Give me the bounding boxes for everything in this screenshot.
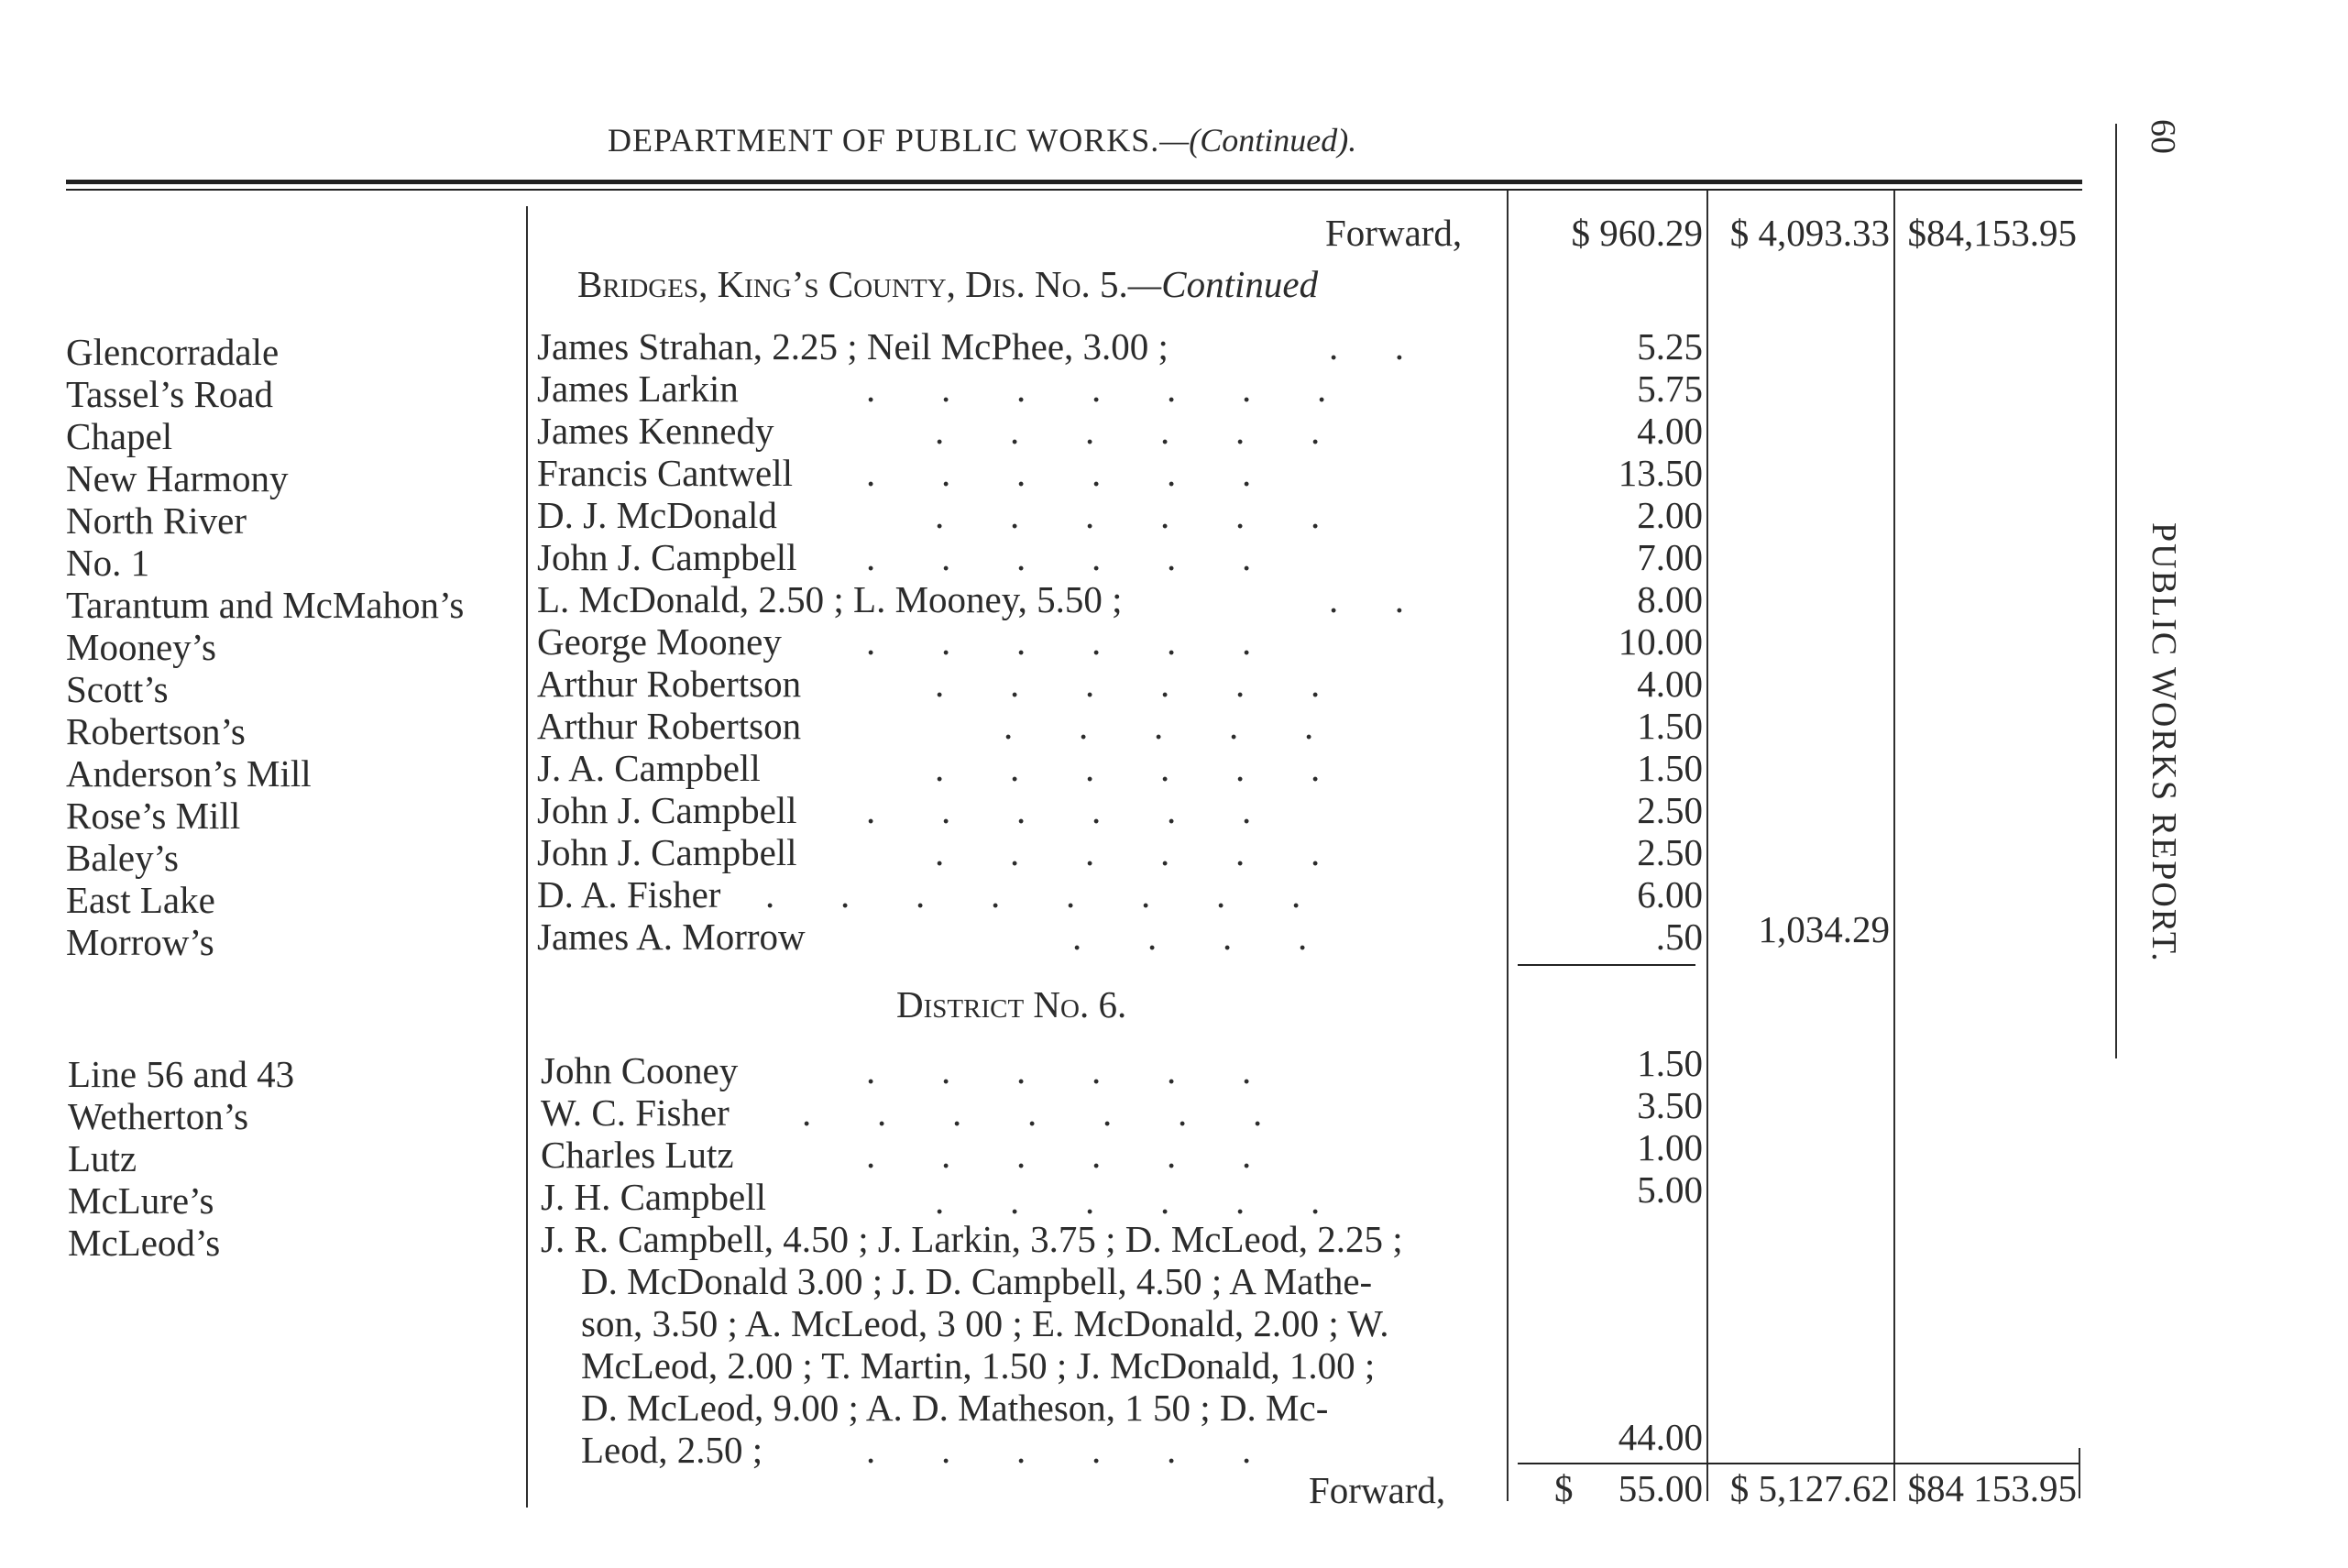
place-name: McLure’s bbox=[68, 1179, 214, 1222]
leader-dots: . . bbox=[1329, 578, 1404, 620]
forward-col1-bottom: 55.00 bbox=[1618, 1467, 1703, 1509]
leader-dots: . . . . . . bbox=[866, 620, 1252, 663]
amount: 1.50 bbox=[1637, 705, 1703, 747]
place-name: Chapel bbox=[66, 415, 173, 457]
amount: 1.00 bbox=[1637, 1126, 1703, 1168]
place-name: No. 1 bbox=[66, 542, 150, 584]
payee-name: J. H. Campbell bbox=[541, 1176, 766, 1218]
amount: 44.00 bbox=[1618, 1416, 1703, 1458]
amount: 3.50 bbox=[1637, 1084, 1703, 1126]
payee-name: J. A. Campbell bbox=[537, 747, 761, 789]
forward-label-top: Forward, bbox=[1325, 212, 1463, 254]
side-margin-rule bbox=[2115, 124, 2117, 1058]
header-rule-thick bbox=[66, 180, 2082, 184]
header-title: DEPARTMENT OF PUBLIC WORKS. bbox=[608, 122, 1160, 159]
mcleod-payee-line: D. McLeod, 9.00 ; A. D. Matheson, 1 50 ; D. Mc- bbox=[581, 1387, 1329, 1429]
amount: 7.00 bbox=[1637, 536, 1703, 578]
leader-dots: . . . . . . . bbox=[802, 1091, 1263, 1134]
amount: .50 bbox=[1655, 916, 1703, 958]
forward-col2-bottom: $ 5,127.62 bbox=[1729, 1467, 1890, 1509]
leader-dots: . . . . bbox=[1072, 916, 1308, 958]
place-name: Lutz bbox=[68, 1137, 137, 1179]
section2-heading: District No. 6. bbox=[896, 983, 1127, 1025]
header-continued: —(Continued). bbox=[1159, 122, 1357, 159]
leader-dots: . . . . . . bbox=[866, 1134, 1252, 1176]
leader-dots: . . . . . . bbox=[866, 789, 1252, 831]
amount: 2.50 bbox=[1637, 831, 1703, 873]
place-name: Line 56 and 43 bbox=[68, 1053, 295, 1095]
payee-name: D. J. McDonald bbox=[537, 494, 777, 536]
leader-dots: . . bbox=[1329, 325, 1404, 367]
forward-col1-top: $ 960.29 bbox=[1571, 212, 1703, 254]
amount: 5.25 bbox=[1637, 325, 1703, 367]
payee-name: John Cooney bbox=[541, 1049, 739, 1091]
section1-heading: Bridges, King’s County, Dis. No. 5.—Continued bbox=[577, 263, 1319, 305]
forward-col3-top: $84,153.95 bbox=[1907, 212, 2077, 254]
page-number: 60 bbox=[2144, 119, 2182, 154]
place-name: Glencorradale bbox=[66, 331, 280, 373]
amount: 4.00 bbox=[1637, 410, 1703, 452]
amount: 5.75 bbox=[1637, 367, 1703, 410]
payee-name: D. A. Fisher bbox=[537, 873, 721, 916]
total-rule bbox=[1518, 1463, 2079, 1464]
amount: 2.50 bbox=[1637, 789, 1703, 831]
place-name: Wetherton’s bbox=[68, 1095, 249, 1137]
payee-name: James Kennedy bbox=[537, 410, 774, 452]
place-name: New Harmony bbox=[66, 457, 289, 499]
leader-dots: . . . . . . bbox=[866, 452, 1252, 494]
forward-col1-symbol: $ bbox=[1554, 1467, 1574, 1509]
mcleod-payee-line: D. McDonald 3.00 ; J. D. Campbell, 4.50 ; A Mathe- bbox=[581, 1260, 1373, 1302]
amount: 1.50 bbox=[1637, 747, 1703, 789]
leader-dots: . . . . . . bbox=[935, 494, 1321, 536]
place-name: Scott’s bbox=[66, 668, 169, 710]
rule-col3-end bbox=[2079, 1448, 2080, 1498]
place-name: North River bbox=[66, 499, 247, 542]
amount: 2.00 bbox=[1637, 494, 1703, 536]
mcleod-payee-line: son, 3.50 ; A. McLeod, 3 00 ; E. McDonald, 2.00 ; W. bbox=[581, 1302, 1389, 1344]
page-header bbox=[608, 121, 1356, 159]
amount: 5.00 bbox=[1637, 1168, 1703, 1211]
payee-name: James Strahan, 2.25 ; Neil McPhee, 3.00 ; bbox=[537, 325, 1169, 367]
running-title: PUBLIC WORKS REPORT. bbox=[2145, 522, 2183, 963]
payee-name: John J. Campbell bbox=[537, 536, 797, 578]
subtotal-rule bbox=[1518, 964, 1695, 966]
rule-col1-col2 bbox=[1706, 191, 1708, 1501]
place-name: East Lake bbox=[66, 879, 215, 921]
place-name: Anderson’s Mill bbox=[66, 752, 312, 795]
mcleod-payee-line: McLeod, 2.00 ; T. Martin, 1.50 ; J. McDonald, 1.00 ; bbox=[581, 1344, 1376, 1387]
payee-name: Arthur Robertson bbox=[537, 663, 802, 705]
place-name: Baley’s bbox=[66, 837, 179, 879]
leader-dots: . . . . . . bbox=[935, 1179, 1321, 1222]
payee-name: James Larkin bbox=[537, 367, 739, 410]
place-name: Tarantum and McMahon’s bbox=[66, 584, 465, 626]
mcleod-payee-line: J. R. Campbell, 4.50 ; J. Larkin, 3.75 ; D. McLeod, 2.25 ; bbox=[541, 1218, 1403, 1260]
forward-col2-top: $ 4,093.33 bbox=[1729, 212, 1890, 254]
leader-dots: . . . . . . bbox=[935, 747, 1321, 789]
mcleod-payee-line: Leod, 2.50 ; bbox=[581, 1429, 763, 1471]
payee-name: Arthur Robertson bbox=[537, 705, 802, 747]
forward-label-bottom: Forward, bbox=[1309, 1469, 1446, 1511]
payee-name: Charles Lutz bbox=[541, 1134, 734, 1176]
leader-dots: . . . . . . bbox=[935, 410, 1321, 452]
amount: 13.50 bbox=[1618, 452, 1703, 494]
place-name: Mooney’s bbox=[66, 626, 216, 668]
leader-dots: . . . . . . bbox=[866, 1429, 1252, 1471]
amount: 4.00 bbox=[1637, 663, 1703, 705]
payee-name: George Mooney bbox=[537, 620, 782, 663]
amount: 8.00 bbox=[1637, 578, 1703, 620]
leader-dots: . . . . . . bbox=[935, 831, 1321, 873]
amount: 6.00 bbox=[1637, 873, 1703, 916]
leader-dots: . . . . . . bbox=[935, 663, 1321, 705]
amount: 10.00 bbox=[1618, 620, 1703, 663]
payee-name: L. McDonald, 2.50 ; L. Mooney, 5.50 ; bbox=[537, 578, 1123, 620]
place-name: McLeod’s bbox=[68, 1222, 221, 1264]
amount: 1.50 bbox=[1637, 1042, 1703, 1084]
leader-dots: . . . . . bbox=[1004, 705, 1314, 747]
payee-name: James A. Morrow bbox=[537, 916, 806, 958]
leader-dots: . . . . . . bbox=[866, 1049, 1252, 1091]
rule-col2-col3 bbox=[1893, 191, 1895, 1501]
rule-payee-col1 bbox=[1507, 191, 1509, 1501]
rule-place-payee bbox=[526, 206, 528, 1508]
leader-dots: . . . . . . bbox=[866, 536, 1252, 578]
payee-name: W. C. Fisher bbox=[541, 1091, 730, 1134]
forward-col3-bottom: $84 153.95 bbox=[1907, 1467, 2077, 1509]
place-name: Robertson’s bbox=[66, 710, 246, 752]
header-rule-thin bbox=[66, 189, 2082, 191]
place-name: Morrow’s bbox=[66, 921, 214, 963]
leader-dots: . . . . . . . bbox=[866, 367, 1327, 410]
section1-subtotal: 1,034.29 bbox=[1758, 908, 1890, 950]
payee-name: John J. Campbell bbox=[537, 789, 797, 831]
leader-dots: . . . . . . . . bbox=[765, 873, 1301, 916]
place-name: Rose’s Mill bbox=[66, 795, 241, 837]
place-name: Tassel’s Road bbox=[66, 373, 274, 415]
payee-name: Francis Cantwell bbox=[537, 452, 793, 494]
payee-name: John J. Campbell bbox=[537, 831, 797, 873]
